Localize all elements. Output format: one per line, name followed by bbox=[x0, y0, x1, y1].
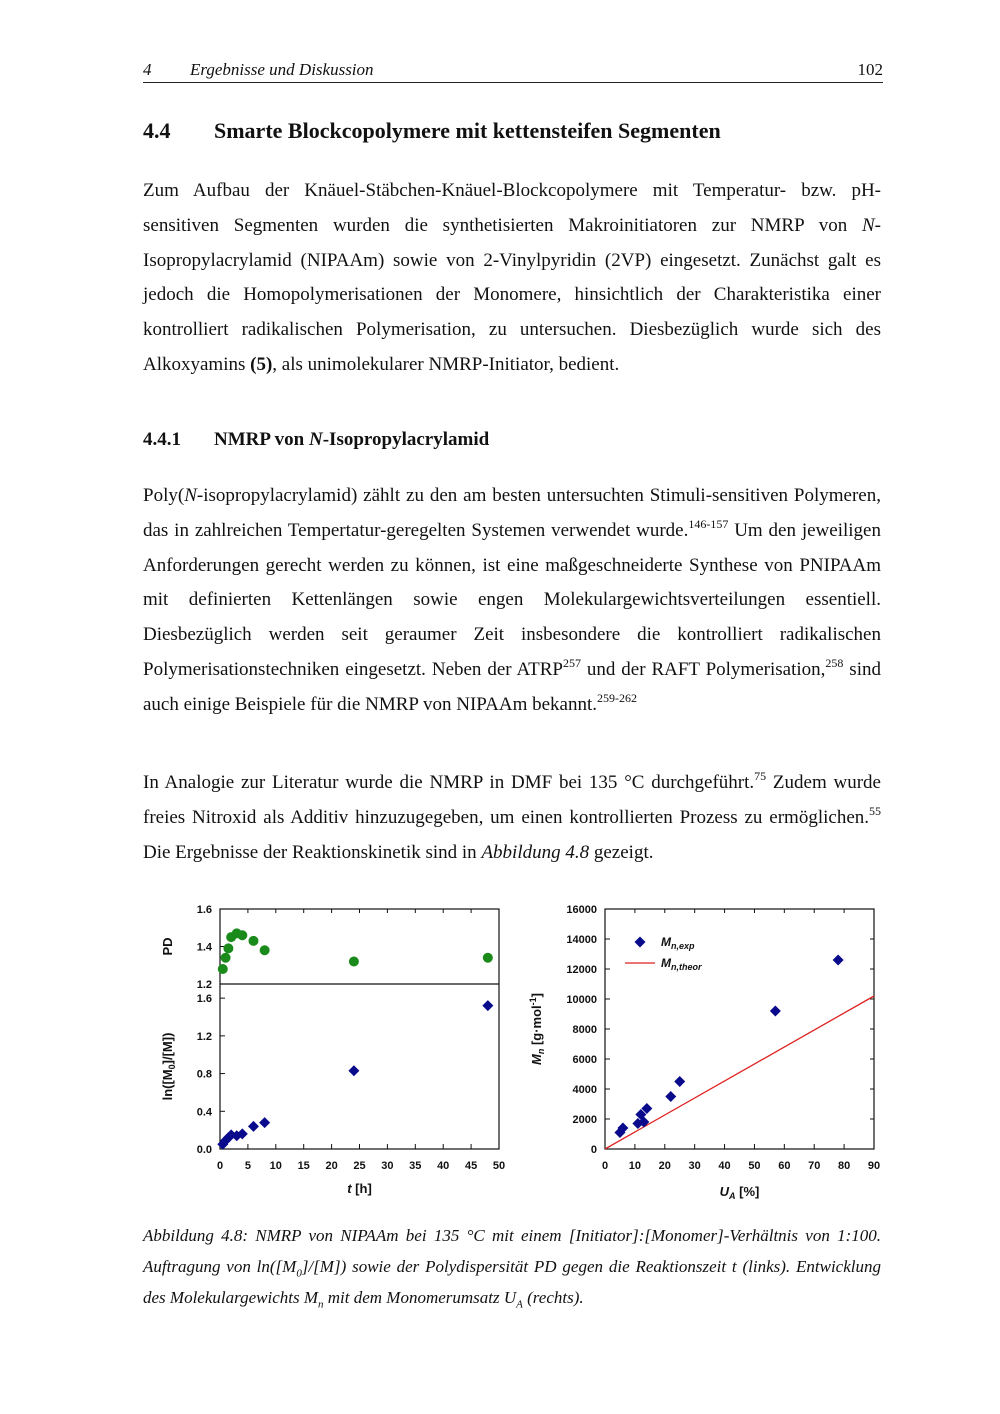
intro-text-1: Zum Aufbau der Knäuel-Stäbchen-Knäuel-Blockcopolymere mit Temperatur- bzw. pH-sensitiven Segmenten wurden die synthetisierten Makroinitiatoren zur NMRP von bbox=[143, 180, 881, 236]
ln-y-tick-label: 1.6 bbox=[196, 993, 212, 1006]
pd-data-point bbox=[248, 936, 258, 946]
compound-label: (5) bbox=[250, 353, 273, 375]
citation-ref: 258 bbox=[825, 655, 844, 670]
para1-text-e: sind auch einige Beispiele für die NMRP von NIPAAm bekannt. bbox=[143, 658, 881, 715]
mn-x-tick-label: 50 bbox=[748, 1160, 761, 1172]
intro-text-2: -Isopropylacrylamid (NIPAAm) sowie von 2-Vinylpyridin (2VP) eingesetzt. Zunächst galt es jedoch die Homopolymerisationen der Monomere, hinsichtlich der Charakteristika einer kontrolliert radikalischen Polymerisation, zu untersuchen. Diesbezüglich wurde sich des Alkoxyamins bbox=[143, 214, 881, 375]
intro-italic-n: N bbox=[861, 214, 875, 236]
mn-y-axis-label: $M_n$ [g·mol$^{-1}$] bbox=[528, 992, 546, 1066]
pd-y-axis-label: PD bbox=[160, 937, 175, 956]
page-number: 102 bbox=[857, 60, 883, 79]
mn-y-tick-label: 6000 bbox=[572, 1054, 597, 1066]
legend-label-theor: $M_{n,theor}$ bbox=[661, 956, 702, 972]
ln-x-axis-label: t [h] bbox=[347, 1181, 372, 1196]
pd-data-point bbox=[483, 953, 493, 963]
ln-x-tick-label: 0 bbox=[216, 1160, 224, 1172]
ln-x-tick-label: 30 bbox=[381, 1160, 394, 1172]
left-plot-frame bbox=[220, 909, 499, 1149]
pd-data-point bbox=[221, 953, 231, 963]
ln-y-tick-label: 0.4 bbox=[196, 1106, 212, 1119]
mn-x-tick-label: 70 bbox=[808, 1160, 821, 1172]
para1-text-b: -isopropylacrylamid) zählt zu den am besten untersuchten Stimuli-sensitiven Polymeren, das in zahlreichen Tempertatur-geregelten Systemen verwendet wurde. bbox=[143, 485, 881, 541]
ln-x-tick-label: 40 bbox=[437, 1160, 450, 1172]
caption-text-c: mit dem Monomerumsatz U bbox=[323, 1288, 517, 1307]
mn-exp-data-point bbox=[674, 1076, 685, 1087]
legend-label-exp: $M_{n,exp}$ bbox=[661, 935, 695, 951]
caption-text-a: Abbildung 4.8: NMRP von NIPAAm bei 135 °C mit einem [Initiator]:[Monomer]-Verhältnis von 1:100. Auftragung von ln([M bbox=[143, 1226, 881, 1276]
right-plot-frame bbox=[605, 909, 874, 1149]
para2-text-a: In Analogie zur Literatur wurde die NMRP in DMF bei 135 °C durchgeführt. bbox=[143, 772, 755, 793]
caption-text-b: ]/[M]) sowie der Polydispersität PD gegen die Reaktionszeit t (links). Entwicklung des Molekulargewichts M bbox=[143, 1257, 881, 1307]
pd-data-point bbox=[349, 957, 359, 967]
citation-ref: 75 bbox=[754, 769, 767, 783]
caption-sub-n: n bbox=[318, 1298, 324, 1311]
citation-ref: 55 bbox=[869, 803, 881, 818]
pd-y-tick-label: 1.4 bbox=[196, 941, 212, 954]
ln-data-point bbox=[248, 1121, 259, 1132]
section-number: 4.4 bbox=[143, 118, 171, 143]
ln-x-tick-label: 25 bbox=[353, 1160, 366, 1172]
para1-text-a: Poly( bbox=[143, 485, 185, 506]
mn-exp-data-point bbox=[770, 1006, 781, 1017]
ln-data-point bbox=[348, 1065, 359, 1076]
para2-text-b: Zudem wurde freies Nitroxid als Additiv hinzuzugegeben, um einen kontrollierten Prozess zu ermöglichen. bbox=[143, 772, 881, 828]
intro-text-3: , als unimolekularer NMRP-Initiator, bedient. bbox=[272, 353, 620, 375]
section-title: Smarte Blockcopolymere mit kettensteifen Segmenten bbox=[214, 118, 721, 143]
mn-x-axis-label: $U_A$ [%] bbox=[719, 1184, 760, 1201]
ln-x-tick-label: 5 bbox=[244, 1160, 251, 1172]
mn-x-tick-label: 60 bbox=[778, 1160, 791, 1172]
para2-text-c: Die Ergebnisse der Reaktionskinetik sind in bbox=[143, 841, 482, 863]
mn-x-tick-label: 20 bbox=[658, 1160, 671, 1172]
figure-caption bbox=[143, 1220, 881, 1313]
mn-x-tick-label: 0 bbox=[601, 1160, 609, 1172]
pd-data-point bbox=[218, 964, 228, 974]
para1-text-c: Um den jeweiligen Anforderungen gerecht werden zu können, ist eine maßgeschneiderte Synthese von PNIPAAm mit definierten Kettenlängen sowie engen Molekulargewichtsverteilungen essentiell. Diesbezüglich werden seit geraumer Zeit insbesondere die kontrolliert radikalischen Polymerisationstechniken eingesetzt. Neben der ATRP bbox=[143, 519, 881, 680]
ln-data-point bbox=[259, 1117, 270, 1128]
mn-y-tick-label: 12000 bbox=[566, 964, 597, 976]
caption-text-d: (rechts). bbox=[522, 1288, 584, 1307]
pd-data-point bbox=[237, 930, 247, 940]
mn-exp-data-point bbox=[665, 1091, 676, 1102]
subsection-title-pre: NMRP von bbox=[214, 429, 309, 450]
caption-sub-0: 0 bbox=[296, 1267, 302, 1280]
ln-x-tick-label: 50 bbox=[492, 1160, 506, 1172]
mn-y-tick-label: 2000 bbox=[572, 1114, 597, 1126]
mn-y-tick-label: 16000 bbox=[566, 904, 597, 916]
para1-italic-n: N bbox=[184, 485, 197, 506]
mn-y-tick-label: 4000 bbox=[572, 1084, 597, 1096]
ln-y-tick-label: 1.2 bbox=[196, 1030, 212, 1043]
ln-x-tick-label: 20 bbox=[325, 1160, 338, 1172]
subsection-title-post: -Isopropylacrylamid bbox=[322, 429, 490, 450]
legend-marker-exp bbox=[635, 937, 646, 948]
citation-ref: 257 bbox=[562, 655, 581, 670]
citation-ref: 146-157 bbox=[688, 516, 729, 531]
para2-text-d: gezeigt. bbox=[589, 841, 654, 863]
subsection-number: 4.4.1 bbox=[143, 429, 181, 450]
mn-x-tick-label: 10 bbox=[628, 1160, 642, 1172]
figure-reference: Abbildung 4.8 bbox=[481, 841, 590, 863]
mn-theory-line bbox=[605, 996, 874, 1149]
pd-data-point bbox=[223, 943, 233, 953]
chapter-number: 4 bbox=[143, 60, 152, 79]
ln-y-axis-label: $\ln([M_0]/[M])$ bbox=[160, 1032, 177, 1101]
pd-data-point bbox=[260, 945, 270, 955]
ln-x-tick-label: 45 bbox=[464, 1160, 478, 1172]
mn-x-tick-label: 90 bbox=[867, 1160, 881, 1172]
subsection-title-italic: N bbox=[309, 429, 323, 450]
citation-ref: 259-262 bbox=[597, 690, 637, 705]
chapter-title: Ergebnisse und Diskussion bbox=[190, 60, 374, 79]
mn-y-tick-label: 14000 bbox=[566, 934, 597, 946]
mn-exp-data-point bbox=[833, 955, 844, 966]
ln-y-tick-label: 0.8 bbox=[196, 1068, 212, 1081]
ln-y-tick-label: 0.0 bbox=[196, 1144, 212, 1156]
caption-sub-a: A bbox=[516, 1298, 523, 1311]
mn-x-tick-label: 30 bbox=[688, 1160, 701, 1172]
mn-y-tick-label: 0 bbox=[590, 1144, 597, 1156]
mn-x-tick-label: 40 bbox=[718, 1160, 731, 1172]
ln-x-tick-label: 35 bbox=[409, 1160, 422, 1172]
ln-data-point bbox=[482, 1000, 493, 1011]
mn-y-tick-label: 10000 bbox=[566, 994, 597, 1006]
para1-text-d: und der RAFT Polymerisation, bbox=[580, 658, 826, 680]
pd-y-tick-label: 1.6 bbox=[196, 904, 212, 916]
mn-x-tick-label: 80 bbox=[837, 1160, 851, 1172]
pd-y-tick-label: 1.2 bbox=[196, 979, 212, 991]
ln-x-tick-label: 10 bbox=[269, 1160, 282, 1172]
ln-x-tick-label: 15 bbox=[297, 1160, 310, 1172]
mn-y-tick-label: 8000 bbox=[572, 1024, 597, 1036]
